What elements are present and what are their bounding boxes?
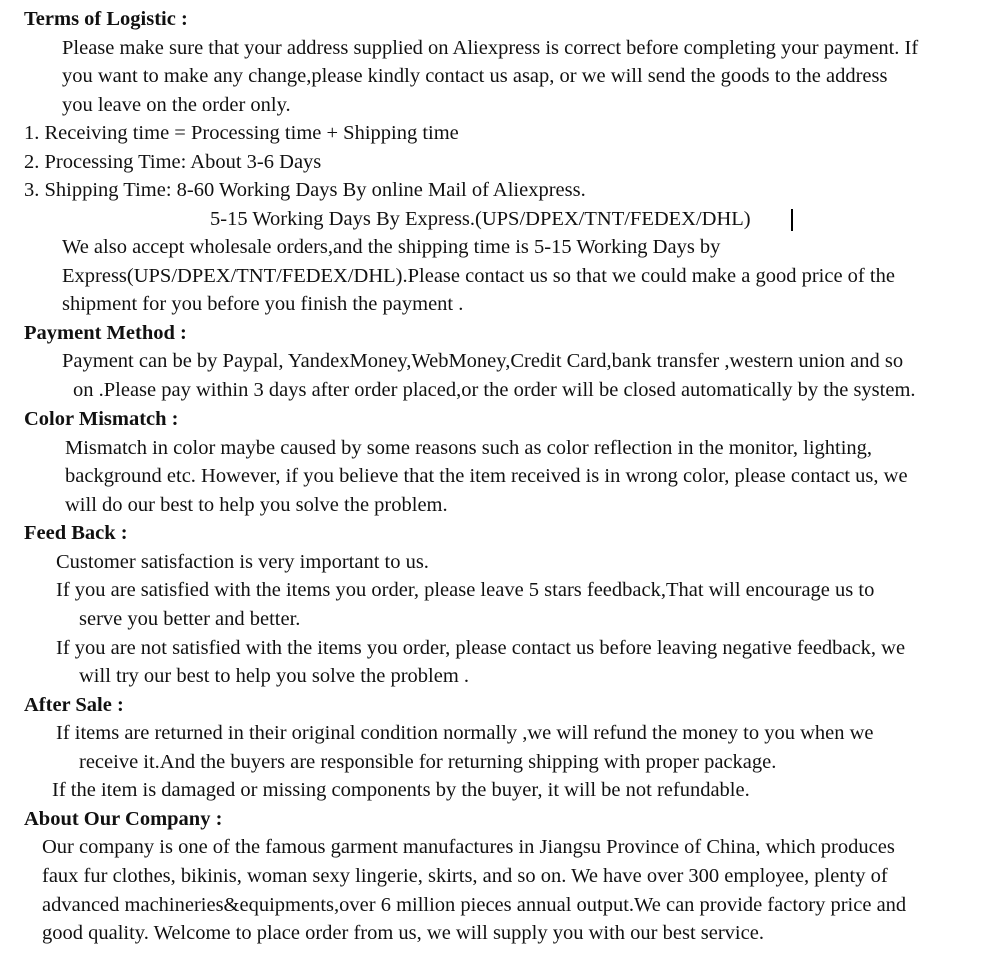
after-sale-line-1: If items are returned in their original condition normally ,we will refund the money to you when we xyxy=(56,722,874,744)
terms-wholesale-line-3: shipment for you before you finish the payment . xyxy=(62,293,464,315)
terms-item-receiving-time: 1. Receiving time = Processing time + Shipping time xyxy=(24,122,459,144)
text-cursor xyxy=(791,209,793,231)
terms-of-logistic-heading: Terms of Logistic : xyxy=(24,8,188,30)
feedback-line-3: serve you better and better. xyxy=(79,608,301,630)
about-company-line-1: Our company is one of the famous garment manufactures in Jiangsu Province of China, which produces xyxy=(42,836,895,858)
terms-item-processing-time: 2. Processing Time: About 3-6 Days xyxy=(24,151,322,173)
feedback-line-1: Customer satisfaction is very important to us. xyxy=(56,551,429,573)
feedback-line-4: If you are not satisfied with the items you order, please contact us before leaving negative feedback, we xyxy=(56,637,906,659)
terms-express-line: 5-15 Working Days By Express.(UPS/DPEX/TNT/FEDEX/DHL) xyxy=(210,208,751,230)
after-sale-heading: After Sale : xyxy=(24,694,124,716)
about-company-line-3: advanced machineries&equipments,over 6 million pieces annual output.We can provide factory price and xyxy=(42,894,907,916)
about-company-line-4: good quality. Welcome to place order from us, we will supply you with our best service. xyxy=(42,922,764,944)
payment-line-1: Payment can be by Paypal, YandexMoney,WebMoney,Credit Card,bank transfer ,western union and so xyxy=(62,350,904,372)
color-mismatch-heading: Color Mismatch : xyxy=(24,408,179,430)
terms-intro-line-3: you leave on the order only. xyxy=(62,94,291,116)
color-mismatch-line-3: will do our best to help you solve the problem. xyxy=(65,494,448,516)
feedback-line-5: will try our best to help you solve the problem . xyxy=(79,665,470,687)
feed-back-heading: Feed Back : xyxy=(24,522,128,544)
color-mismatch-line-2: background etc. However, if you believe that the item received is in wrong color, please contact us, we xyxy=(65,465,908,487)
payment-line-2: on .Please pay within 3 days after order placed,or the order will be closed automatically by the system. xyxy=(73,379,916,401)
payment-method-heading: Payment Method : xyxy=(24,322,187,344)
about-company-heading: About Our Company : xyxy=(24,808,223,830)
terms-wholesale-line-1: We also accept wholesale orders,and the shipping time is 5-15 Working Days by xyxy=(62,236,721,258)
feedback-line-2: If you are satisfied with the items you order, please leave 5 stars feedback,That will encourage us to xyxy=(56,579,875,601)
after-sale-line-2: receive it.And the buyers are responsible for returning shipping with proper package. xyxy=(79,751,777,773)
after-sale-line-3: If the item is damaged or missing components by the buyer, it will be not refundable. xyxy=(52,779,750,801)
about-company-line-2: faux fur clothes, bikinis, woman sexy lingerie, skirts, and so on. We have over 300 employee, plenty of xyxy=(42,865,888,887)
terms-item-shipping-time: 3. Shipping Time: 8-60 Working Days By online Mail of Aliexpress. xyxy=(24,179,586,201)
terms-wholesale-line-2: Express(UPS/DPEX/TNT/FEDEX/DHL).Please contact us so that we could make a good price of the xyxy=(62,265,895,287)
terms-intro-line-1: Please make sure that your address supplied on Aliexpress is correct before completing your payment. If xyxy=(62,37,919,59)
terms-intro-line-2: you want to make any change,please kindly contact us asap, or we will send the goods to the address xyxy=(62,65,888,87)
color-mismatch-line-1: Mismatch in color maybe caused by some reasons such as color reflection in the monitor, lighting, xyxy=(65,437,873,459)
